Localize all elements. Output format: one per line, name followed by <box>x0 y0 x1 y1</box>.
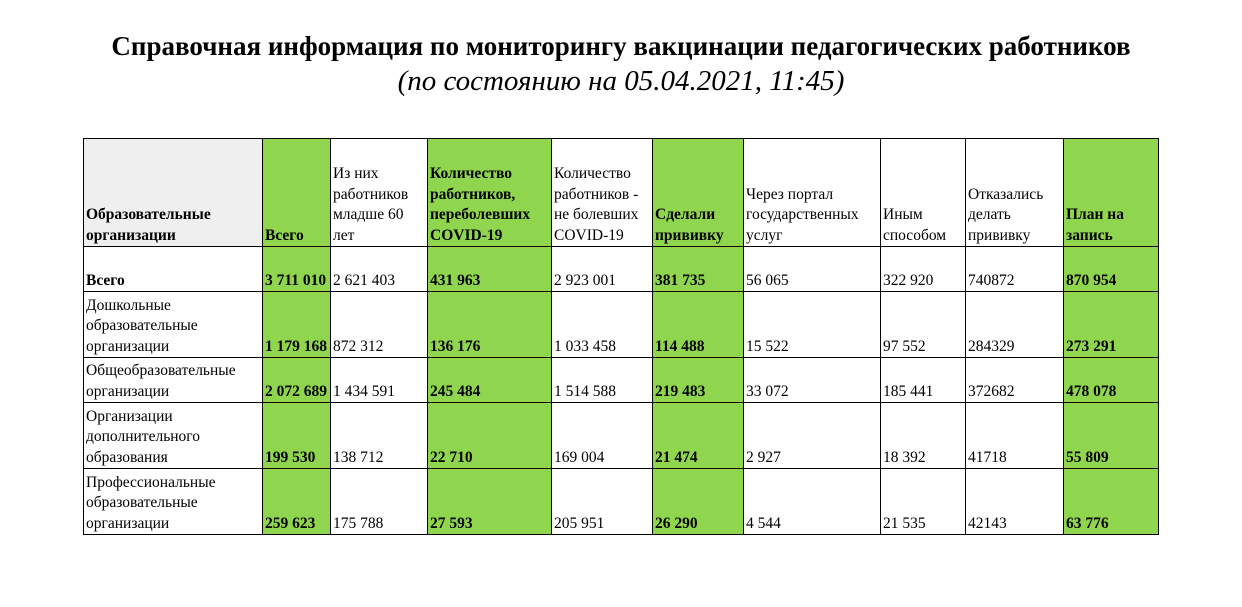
table-row <box>84 469 1159 535</box>
row-label: Дошкольные образовательные организации <box>84 292 263 358</box>
cell-total: 1 179 168 <box>263 292 331 358</box>
cell-via-portal: 15 522 <box>744 292 881 358</box>
page-subtitle: (по состоянию на 05.04.2021, 11:45) <box>397 65 845 97</box>
header-other-way: Иным способом <box>881 139 966 247</box>
cell-via-portal: 33 072 <box>744 358 881 403</box>
cell-total: 3 711 010 <box>263 247 331 292</box>
header-plan: План на запись <box>1064 139 1159 247</box>
cell-under-60: 1 434 591 <box>331 358 428 403</box>
cell-not-recovered-covid: 1 514 588 <box>552 358 653 403</box>
cell-other-way: 21 535 <box>881 469 966 535</box>
title-block <box>0 28 1242 98</box>
header-organizations: Образовательные организации <box>84 139 263 247</box>
cell-vaccinated: 114 488 <box>653 292 744 358</box>
cell-plan: 870 954 <box>1064 247 1159 292</box>
cell-total: 199 530 <box>263 403 331 469</box>
cell-plan: 55 809 <box>1064 403 1159 469</box>
cell-not-recovered-covid: 2 923 001 <box>552 247 653 292</box>
cell-vaccinated: 26 290 <box>653 469 744 535</box>
table-row <box>84 403 1159 469</box>
table-row <box>84 292 1159 358</box>
cell-plan: 478 078 <box>1064 358 1159 403</box>
cell-recovered-covid: 245 484 <box>428 358 552 403</box>
row-label: Организации дополнительного образования <box>84 403 263 469</box>
row-label: Общеобразовательные организации <box>84 358 263 403</box>
cell-under-60: 872 312 <box>331 292 428 358</box>
cell-plan: 63 776 <box>1064 469 1159 535</box>
cell-other-way: 18 392 <box>881 403 966 469</box>
cell-not-recovered-covid: 205 951 <box>552 469 653 535</box>
cell-via-portal: 56 065 <box>744 247 881 292</box>
cell-under-60: 138 712 <box>331 403 428 469</box>
cell-refused: 372682 <box>966 358 1064 403</box>
cell-refused: 41718 <box>966 403 1064 469</box>
cell-refused: 740872 <box>966 247 1064 292</box>
table-row <box>84 247 1159 292</box>
row-label: Всего <box>84 247 263 292</box>
cell-vaccinated: 381 735 <box>653 247 744 292</box>
cell-under-60: 2 621 403 <box>331 247 428 292</box>
cell-via-portal: 2 927 <box>744 403 881 469</box>
header-not-recovered-covid: Количество работников - не болевших COVID-19 <box>552 139 653 247</box>
row-label: Профессиональные образовательные организации <box>84 469 263 535</box>
cell-other-way: 185 441 <box>881 358 966 403</box>
cell-total: 259 623 <box>263 469 331 535</box>
header-vaccinated: Сделали прививку <box>653 139 744 247</box>
header-recovered-covid: Количество работников, переболевших COVID-19 <box>428 139 552 247</box>
cell-under-60: 175 788 <box>331 469 428 535</box>
cell-refused: 284329 <box>966 292 1064 358</box>
cell-other-way: 97 552 <box>881 292 966 358</box>
cell-refused: 42143 <box>966 469 1064 535</box>
cell-recovered-covid: 431 963 <box>428 247 552 292</box>
cell-not-recovered-covid: 169 004 <box>552 403 653 469</box>
cell-plan: 273 291 <box>1064 292 1159 358</box>
header-under-60: Из них работников младше 60 лет <box>331 139 428 247</box>
header-refused: Отказались делать прививку <box>966 139 1064 247</box>
vaccination-table <box>83 138 1159 535</box>
cell-not-recovered-covid: 1 033 458 <box>552 292 653 358</box>
cell-via-portal: 4 544 <box>744 469 881 535</box>
header-via-portal: Через портал государственных услуг <box>744 139 881 247</box>
cell-recovered-covid: 22 710 <box>428 403 552 469</box>
table-header-row <box>84 139 1159 247</box>
table-row <box>84 358 1159 403</box>
cell-total: 2 072 689 <box>263 358 331 403</box>
cell-vaccinated: 21 474 <box>653 403 744 469</box>
cell-other-way: 322 920 <box>881 247 966 292</box>
cell-recovered-covid: 27 593 <box>428 469 552 535</box>
cell-vaccinated: 219 483 <box>653 358 744 403</box>
cell-recovered-covid: 136 176 <box>428 292 552 358</box>
page-title: Справочная информация по мониторингу вакцинации педагогических работников <box>111 31 1131 61</box>
header-total: Всего <box>263 139 331 247</box>
